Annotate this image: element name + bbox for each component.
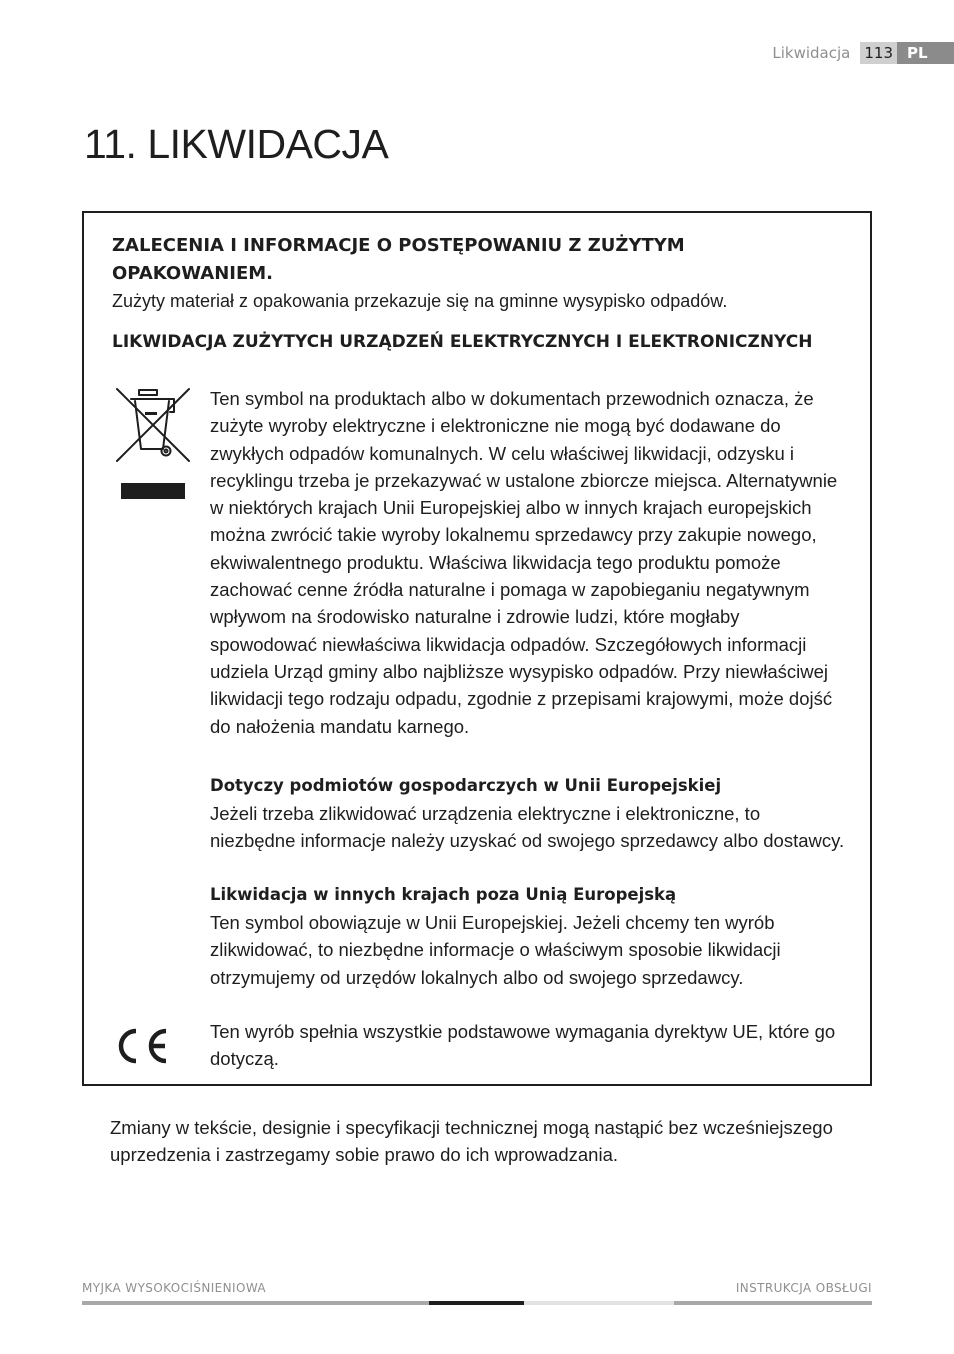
eu-business-text: Jeżeli trzeba zlikwidować urządzenia elektryczne i elektroniczne, to niezbędne informacje należy uzyskać od swojego sprzedawcy albo dostawcy. — [210, 803, 845, 852]
non-eu-text: Ten symbol obowiązuje w Unii Europejskiej. Jeżeli chcemy ten wyrób zlikwidować, to niezbędne informacje o właściwym sposobie likwidacji otrzymujemy od urzędów lokalnych albo od swojego sprzedawcy. — [210, 912, 781, 988]
weee-text: Ten symbol na produktach albo w dokumentach przewodnich oznacza, że zużyte wyroby elektryczne i elektroniczne nie mogą być dodawane do zwykłych odpadów komunalnych. W celu właściwej likwidacji, odzysku i recyklingu trzeba je przekazywać w ustalone zbiorcze miejsca. Alternatywnie w niektórych krajach Unii Europejskiej albo w innych krajach europejskich można zwrócić takie wyroby lokalnemu sprzedawcy przy zakupie nowego, ekwiwalentnego produktu. Właściwa likwidacja tego produktu pomoże zachować cenne źródła naturalne i pomaga w zapobieganiu negatywnym wpływom na środowisko naturalne i zdrowie ludzi, które mogłaby spowodować niewłaściwa likwidacja odpadów. Szczegółowych informacji udziela Urząd gminy albo najbliższe wysypisko odpadów. Przy niewłaściwej likwidacji tego rodzaju odpadu, zgodnie z przepisami krajowymi, może dojść do nałożenia mandatu karnego. — [210, 388, 838, 737]
ce-text: Ten wyrób spełnia wszystkie podstawowe wymagania dyrektyw UE, które go dotyczą. — [210, 1021, 836, 1070]
footer-bar-segment — [429, 1301, 524, 1305]
footer-bar-segment — [674, 1301, 872, 1305]
non-eu-heading: Likwidacja w innych krajach poza Unią Europejską — [210, 885, 677, 904]
weee-date-bar — [121, 483, 185, 499]
crossed-out-wheelie-bin-icon — [114, 386, 192, 464]
footer-bar-segment — [82, 1301, 429, 1305]
page-header — [772, 42, 954, 64]
footer-document-type: INSTRUKCJA OBSŁUGI — [735, 1281, 872, 1295]
disposal-info-box — [82, 211, 872, 1086]
packaging-text: Zużyty materiał z opakowania przekazuje się na gminne wysypisko odpadów. — [112, 291, 728, 311]
change-notice: Zmiany w tekście, designie i specyfikacji technicznej mogą nastąpić bez wcześniejszego uprzedzenia i zastrzegamy sobie prawo do ich wprowadzania. — [110, 1117, 833, 1166]
packaging-heading: ZALECENIA I INFORMACJE O POSTĘPOWANIU Z ZUŻYTYM OPAKOWANIEM. — [112, 235, 685, 284]
header-page-number: 113 — [860, 42, 897, 64]
header-section-name: Likwidacja — [772, 44, 851, 62]
eu-business-heading: Dotyczy podmiotów gospodarczych w Unii Europejskiej — [210, 776, 722, 795]
footer-product-name: MYJKA WYSOKOCIŚNIENIOWA — [82, 1281, 267, 1295]
weee-heading: LIKWIDACJA ZUŻYTYCH URZĄDZEŃ ELEKTRYCZNYCH I ELEKTRONICZNYCH — [112, 332, 813, 352]
ce-mark-icon — [112, 1026, 172, 1066]
footer-bar-segment — [524, 1301, 674, 1305]
page-title: 11. LIKWIDACJA — [84, 121, 389, 167]
header-language-tab: PL — [897, 42, 954, 64]
